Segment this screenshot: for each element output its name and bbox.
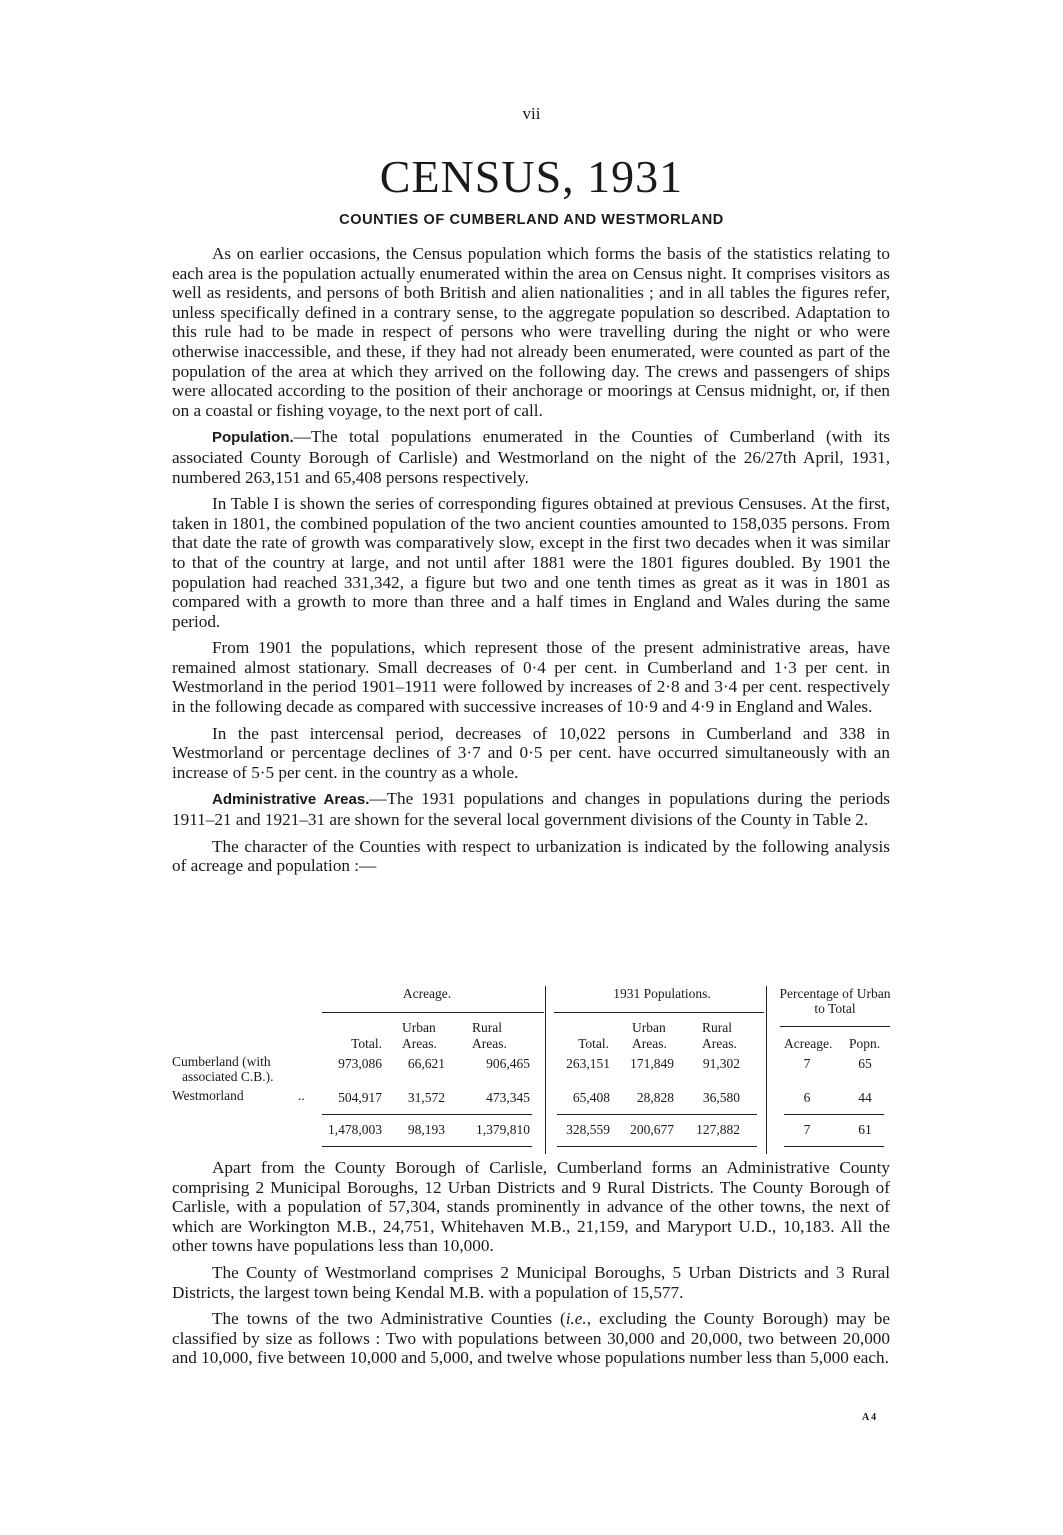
cell: 973,086 [338,1056,382,1071]
brace-percentage [780,1026,890,1027]
cell: 44 [858,1090,872,1105]
cell: 263,151 [566,1056,610,1071]
total-cell: 1,478,003 [328,1122,382,1137]
col-pop-rural: Rural Areas. [702,1020,737,1051]
group-header-population: 1931 Populations. [613,986,711,1001]
population-paragraph [172,427,890,487]
history-paragraph: In Table I is shown the series of corresponding figures obtained at previous Censuses. At the first, taken in 1801, the combined population of the two ancient counties amounted to 158,035 persons. From that date the rate of growth was comparatively slow, except in the first two decades when it was similar to that of the country at large, and not until after 1881 were the 1801 figures doubled. By 1901 the population had reached 331,342, a figure but two and one tenth times as great as it was in 1801 as compared with a growth to more than three and a half times in England and Wales during the same period. [172,494,890,631]
totals-rule-acreage [322,1114,532,1115]
bottom-rule-population [557,1146,757,1147]
col-pop-urban: Urban Areas. [632,1020,667,1051]
totals-rule-percentage [784,1114,884,1115]
col-ac-urban: Urban Areas. [402,1020,437,1051]
admin-paragraph [172,789,890,829]
total-cell: 1,379,810 [476,1122,530,1137]
total-cell: 328,559 [566,1122,610,1137]
total-cell: 127,882 [696,1122,740,1137]
cell: 906,465 [486,1056,530,1071]
leader-dots: .. [298,1088,305,1103]
bottom-rule-acreage [322,1146,532,1147]
total-cell: 61 [858,1122,872,1137]
col-ac-rural: Rural Areas. [472,1020,507,1051]
col-pct-popn: Popn. [849,1036,881,1051]
cell: 6 [803,1090,811,1105]
cell: 91,302 [702,1056,740,1071]
cell: 171,849 [630,1056,674,1071]
town-size-paragraph [172,1309,890,1368]
total-cell: 200,677 [630,1122,674,1137]
group-header-percentage: Percentage of Urban to Total [779,986,891,1016]
urbanization-table [172,984,892,1154]
row-label-westmorland: Westmorland [172,1088,244,1103]
cell: 7 [803,1056,811,1071]
bottom-rule-percentage [784,1146,884,1147]
intercensal-paragraph: In the past intercensal period, decreases of 10,022 persons in Cumberland and 338 in Westmorland or percentage declines of 3·7 and 0·5 per cent. have occurred simultaneously with an increase of 5·5 per cent. in the country as a whole. [172,723,890,782]
divider-1 [545,986,546,1154]
cell: 504,917 [338,1090,382,1105]
page-title: CENSUS, 1931 [379,151,684,202]
admin-heading: Administrative Areas. [212,791,370,809]
cell: 28,828 [636,1090,674,1105]
body-text-lower [172,1158,890,1375]
row-label-cumberland: Cumberland (with associated C.B.). [172,1054,274,1084]
totals-rule-population [557,1114,757,1115]
town-size-text-a: The towns of the two Administrative Counties ( [212,1309,566,1329]
admin-text: —The 1931 populations and changes in populations during the periods 1911–21 and 1921–31 are shown for the several local government divisions of the County in Table 2. [172,789,890,830]
page-number: vii [522,104,541,123]
since-1901-paragraph: From 1901 the populations, which represent those of the present administrative areas, have remained almost stationary. Small decreases of 0·4 per cent. in Cumberland and 1·3 per cent. in Westmorland in the period 1901–1911 were followed by increases of 2·8 and 3·4 per cent. respectively in the following decade as compared with successive increases of 10·9 and 4·9 in England and Wales. [172,638,890,717]
divider-2 [766,986,767,1154]
page-subtitle: COUNTIES OF CUMBERLAND AND WESTMORLAND [339,212,724,228]
westmorland-paragraph: The County of Westmorland comprises 2 Municipal Boroughs, 5 Urban Districts and 3 Rural Districts, the largest town being Kendal M.B. with a population of 15,577. [172,1262,890,1302]
town-size-ie: i.e. [565,1309,587,1329]
population-heading: Population. [212,429,294,447]
brace-acreage [322,1012,544,1013]
signature-mark: A 4 [862,1412,877,1423]
cell: 473,345 [486,1090,530,1105]
cell: 66,621 [407,1056,445,1071]
cumberland-towns-paragraph: Apart from the County Borough of Carlisle, Cumberland forms an Administrative County comprising 2 Municipal Boroughs, 12 Urban Districts and 9 Rural Districts. The County Borough of Carlisle, with a population of 57,304, stands prominently in advance of the other towns, the next of which are Workington M.B., 24,751, Whitehaven M.B., 21,159, and Maryport U.D., 10,183. All the other towns have populations less than 10,000. [172,1158,890,1256]
cell: 65 [858,1056,872,1071]
intro-paragraph: As on earlier occasions, the Census population which forms the basis of the statistics relating to each area is the population actually enumerated within the area on Census night. It comprises visitors as well as residents, and persons of both British and alien nationalities ; and in all tables the figures refer, unless specifically defined in a contrary sense, to the aggregate population so described. Adaptation to this rule had to be made in respect of persons who were travelling during the night or who were otherwise inaccessible, and these, if they had not already been enumerated, were counted as part of the population of the area at which they arrived on the following day. The crews and passengers of ships were allocated according to the position of their anchorage or moorings at Census midnight, or, if then on a coastal or fishing voyage, to the next port of call. [172,244,890,420]
cell: 65,408 [572,1090,610,1105]
brace-population [554,1012,764,1013]
cell: 31,572 [407,1090,445,1105]
col-pct-acreage: Acreage. [784,1036,833,1051]
total-cell: 7 [803,1122,811,1137]
col-pop-total: Total. [578,1036,609,1051]
body-text-upper [172,244,890,883]
total-cell: 98,193 [407,1122,445,1137]
population-text: —The total populations enumerated in the Counties of Cumberland (with its associated County Borough of Carlisle) and Westmorland on the night of the 26/27th April, 1931, numbered 263,151 and 65,408 persons respectively. [172,427,890,487]
cell: 36,580 [702,1090,740,1105]
group-header-acreage: Acreage. [402,986,452,1001]
urbanization-paragraph: The character of the Counties with respect to urbanization is indicated by the following analysis of acreage and population :— [172,836,890,876]
col-ac-total: Total. [351,1036,382,1051]
town-size-text-b: , excluding the County Borough) may be classified by size as follows : Two with populations between 30,000 and 20,000, two between 20,000 and 10,000, five between 10,000 and 5,000, and twelve whose populations number less than 5,000 each. [172,1309,890,1368]
